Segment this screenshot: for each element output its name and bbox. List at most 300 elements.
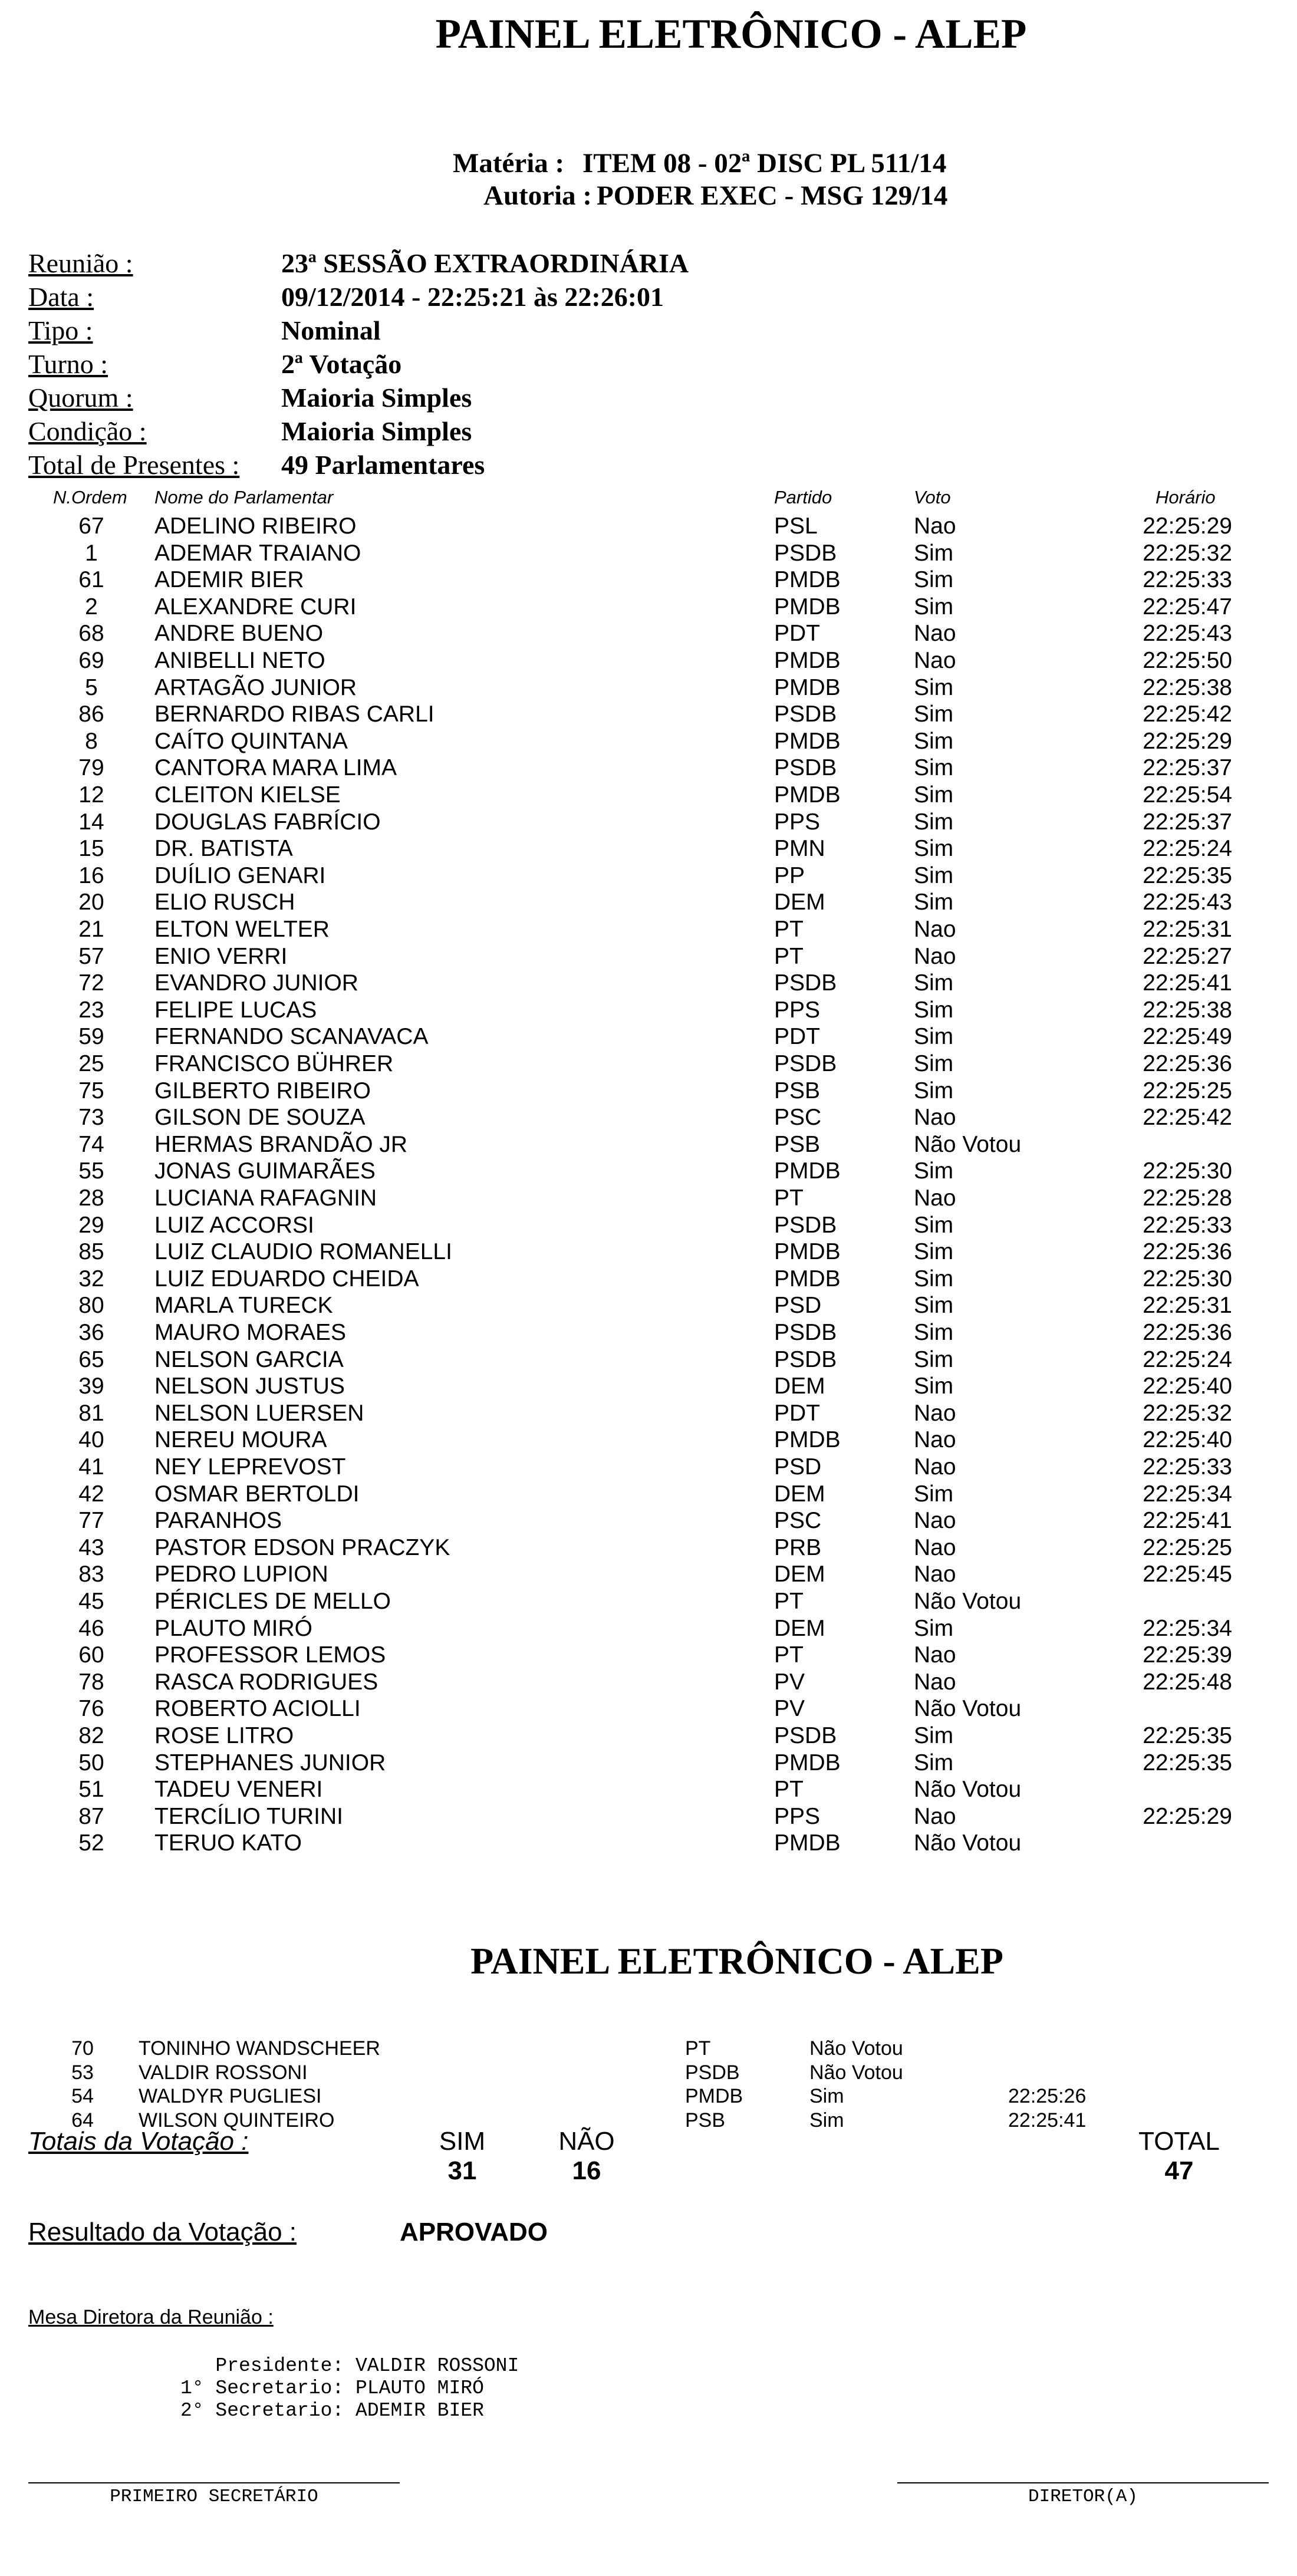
page-title: PAINEL ELETRÔNICO - ALEP	[435, 11, 1027, 57]
cell-horario: 22:25:35	[1143, 1750, 1232, 1775]
table-row	[0, 2085, 1297, 2109]
cell-ordem: 12	[78, 782, 104, 808]
cell-horario: 22:25:24	[1143, 836, 1232, 862]
info-label-data: Data :	[28, 282, 94, 312]
cell-nome: ANDRE BUENO	[154, 621, 324, 647]
cell-ordem: 23	[78, 997, 104, 1023]
cell-nome: LUIZ ACCORSI	[154, 1212, 314, 1238]
cell-ordem: 45	[78, 1589, 104, 1614]
cell-ordem: 2	[85, 594, 98, 620]
info-value-presentes: 49 Parlamentares	[281, 450, 485, 480]
cell-nome: ROSE LITRO	[154, 1723, 294, 1748]
cell-partido: PSDB	[774, 1051, 837, 1076]
cell-ordem: 46	[78, 1615, 104, 1641]
cell-nome: NELSON LUERSEN	[154, 1400, 364, 1426]
cell-partido: PMDB	[774, 648, 841, 673]
cell-ordem: 85	[78, 1239, 104, 1265]
table-row	[0, 648, 1297, 674]
cell-nome: ELTON WELTER	[154, 917, 330, 942]
cell-nome: WALDYR PUGLIESI	[139, 2085, 322, 2107]
cell-voto: Sim	[914, 755, 954, 781]
cell-nome: DUÍLIO GENARI	[154, 862, 326, 888]
cell-nome: TERCÍLIO TURINI	[154, 1803, 343, 1829]
cell-ordem: 8	[85, 728, 98, 754]
table-row	[0, 621, 1297, 647]
table-row	[0, 1373, 1297, 1400]
info-value-tipo: Nominal	[281, 315, 381, 345]
cell-ordem: 54	[71, 2085, 94, 2107]
cell-nome: WILSON QUINTEIRO	[139, 2109, 335, 2132]
result-label: Resultado da Votação :	[28, 2218, 297, 2246]
cell-nome: PÉRICLES DE MELLO	[154, 1589, 391, 1614]
cell-partido: PSDB	[774, 970, 837, 996]
table-row	[0, 944, 1297, 970]
cell-voto: Sim	[914, 1266, 954, 1292]
table-row	[0, 1589, 1297, 1615]
cell-partido: PSD	[774, 1293, 822, 1319]
info-label-turno: Turno :	[28, 349, 108, 379]
info-value-reuniao: 23ª SESSÃO EXTRAORDINÁRIA	[281, 248, 689, 278]
table-row	[0, 1293, 1297, 1319]
table-row	[0, 594, 1297, 621]
table-row	[0, 701, 1297, 728]
cell-partido: PMDB	[774, 1266, 841, 1292]
cell-voto: Não Votou	[914, 1131, 1022, 1157]
cell-partido: DEM	[774, 1562, 825, 1587]
cell-ordem: 52	[78, 1830, 104, 1856]
cell-voto: Nao	[914, 1803, 956, 1829]
cell-voto: Sim	[914, 1481, 954, 1507]
cell-partido: PT	[774, 1642, 804, 1668]
cell-partido: PSC	[774, 1105, 822, 1131]
cell-partido: PSDB	[774, 1212, 837, 1238]
cell-partido: PMDB	[685, 2085, 743, 2107]
table-row	[0, 1185, 1297, 1212]
cell-ordem: 77	[78, 1508, 104, 1534]
cell-horario: 22:25:41	[1143, 1508, 1232, 1534]
cell-voto: Sim	[914, 1320, 954, 1345]
cell-horario: 22:25:31	[1143, 917, 1232, 942]
cell-ordem: 53	[71, 2061, 94, 2084]
cell-partido: PT	[774, 1777, 804, 1803]
cell-nome: ADEMIR BIER	[154, 567, 304, 593]
cell-voto: Sim	[914, 594, 954, 620]
cell-horario: 22:25:36	[1143, 1051, 1232, 1076]
table-row	[0, 1804, 1297, 1830]
cell-ordem: 42	[78, 1481, 104, 1507]
cell-nome: ENIO VERRI	[154, 943, 288, 969]
cell-partido: PV	[774, 1696, 805, 1722]
cell-voto: Nao	[914, 1642, 956, 1668]
cell-nome: RASCA RODRIGUES	[154, 1669, 378, 1695]
cell-horario: 22:25:39	[1143, 1642, 1232, 1668]
column-header-voto: Voto	[914, 487, 951, 508]
cell-voto: Sim	[914, 836, 954, 862]
cell-ordem: 16	[78, 862, 104, 888]
cell-partido: PT	[774, 1185, 804, 1211]
cell-partido: PSDB	[774, 755, 837, 781]
signature-line-left	[28, 2482, 400, 2483]
cell-partido: PT	[774, 943, 804, 969]
cell-partido: PT	[685, 2037, 711, 2060]
cell-nome: PROFESSOR LEMOS	[154, 1642, 386, 1668]
table-row	[0, 1777, 1297, 1803]
cell-voto: Sim	[914, 997, 954, 1023]
cell-voto: Sim	[914, 970, 954, 996]
cell-nome: NEY LEPREVOST	[154, 1454, 346, 1480]
cell-horario: 22:25:37	[1143, 755, 1232, 781]
cell-ordem: 61	[78, 567, 104, 593]
cell-voto: Sim	[914, 1051, 954, 1076]
cell-horario: 22:25:40	[1143, 1427, 1232, 1453]
table-row	[0, 1562, 1297, 1588]
cell-ordem: 41	[78, 1454, 104, 1480]
cell-partido: PMDB	[774, 728, 841, 754]
cell-nome: LUCIANA RAFAGNIN	[154, 1185, 377, 1211]
cell-nome: LUIZ EDUARDO CHEIDA	[154, 1266, 419, 1292]
cell-horario: 22:25:32	[1143, 1400, 1232, 1426]
cell-horario: 22:25:29	[1143, 728, 1232, 754]
cell-horario: 22:25:37	[1143, 809, 1232, 835]
cell-ordem: 32	[78, 1266, 104, 1292]
cell-partido: PMN	[774, 836, 825, 862]
cell-voto: Sim	[914, 1293, 954, 1319]
cell-voto: Sim	[809, 2085, 844, 2107]
cell-partido: DEM	[774, 1481, 825, 1507]
cell-partido: DEM	[774, 1373, 825, 1399]
cell-voto: Sim	[914, 1212, 954, 1238]
cell-voto: Não Votou	[809, 2061, 903, 2084]
cell-nome: CAÍTO QUINTANA	[154, 728, 348, 754]
totals-label: Totais da Votação :	[28, 2127, 249, 2156]
signature-line-right	[897, 2482, 1269, 2483]
table-row	[0, 1266, 1297, 1293]
table-row	[0, 2037, 1297, 2061]
cell-horario: 22:25:34	[1143, 1481, 1232, 1507]
table-row	[0, 1696, 1297, 1722]
cell-voto: Nao	[914, 1669, 956, 1695]
table-row	[0, 675, 1297, 701]
cell-nome: DOUGLAS FABRÍCIO	[154, 809, 381, 835]
table-row	[0, 1750, 1297, 1777]
cell-nome: JONAS GUIMARÃES	[154, 1158, 376, 1184]
table-row	[0, 1132, 1297, 1158]
cell-voto: Nao	[914, 1400, 956, 1426]
cell-partido: PSDB	[774, 1320, 837, 1345]
cell-nome: TERUO KATO	[154, 1830, 302, 1856]
cell-ordem: 50	[78, 1750, 104, 1775]
cell-partido: PMDB	[774, 1427, 841, 1453]
table-row	[0, 1401, 1297, 1427]
cell-voto: Nao	[914, 621, 956, 647]
cell-partido: PMDB	[774, 1158, 841, 1184]
cell-voto: Sim	[914, 1723, 954, 1748]
cell-nome: GILBERTO RIBEIRO	[154, 1078, 371, 1103]
cell-ordem: 21	[78, 917, 104, 942]
cell-horario: 22:25:31	[1143, 1293, 1232, 1319]
totals-sim-label: SIM	[439, 2127, 486, 2156]
cell-ordem: 29	[78, 1212, 104, 1238]
cell-voto: Sim	[914, 540, 954, 566]
cell-horario: 22:25:38	[1143, 997, 1232, 1023]
cell-partido: PT	[774, 917, 804, 942]
table-row	[0, 1320, 1297, 1346]
cell-partido: PMDB	[774, 1239, 841, 1265]
table-row	[0, 1723, 1297, 1750]
autoria-label: Autoria :	[483, 180, 592, 211]
cell-horario: 22:25:47	[1143, 594, 1232, 620]
cell-nome: NELSON JUSTUS	[154, 1373, 345, 1399]
cell-partido: PRB	[774, 1534, 822, 1560]
cell-horario: 22:25:32	[1143, 540, 1232, 566]
cell-partido: PDT	[774, 1024, 820, 1050]
cell-nome: LUIZ CLAUDIO ROMANELLI	[154, 1239, 452, 1265]
autoria-value: PODER EXEC - MSG 129/14	[597, 180, 948, 211]
cell-ordem: 74	[78, 1131, 104, 1157]
cell-horario: 22:25:41	[1143, 970, 1232, 996]
cell-horario: 22:25:28	[1143, 1185, 1232, 1211]
cell-nome: ADEMAR TRAIANO	[154, 540, 361, 566]
cell-partido: PMDB	[774, 567, 841, 593]
cell-horario: 22:25:30	[1143, 1266, 1232, 1292]
cell-horario: 22:25:24	[1143, 1346, 1232, 1372]
cell-ordem: 36	[78, 1320, 104, 1345]
cell-nome: ANIBELLI NETO	[154, 648, 325, 673]
table-row	[0, 1669, 1297, 1696]
cell-ordem: 76	[78, 1696, 104, 1722]
cell-voto: Não Votou	[914, 1777, 1022, 1803]
table-row	[0, 1024, 1297, 1050]
info-label-presentes: Total de Presentes :	[28, 450, 240, 480]
cell-ordem: 80	[78, 1293, 104, 1319]
cell-horario: 22:25:33	[1143, 1212, 1232, 1238]
cell-voto: Sim	[914, 701, 954, 727]
cell-voto: Sim	[914, 674, 954, 700]
mesa-primeiro-secretario: 1° Secretario: PLAUTO MIRÓ	[180, 2377, 484, 2399]
cell-partido: PSB	[685, 2109, 726, 2132]
table-row	[0, 1239, 1297, 1266]
table-row	[0, 755, 1297, 782]
table-row	[0, 1427, 1297, 1454]
cell-ordem: 79	[78, 755, 104, 781]
cell-ordem: 14	[78, 809, 104, 835]
cell-ordem: 1	[85, 540, 98, 566]
cell-horario: 22:25:36	[1143, 1239, 1232, 1265]
cell-horario: 22:25:30	[1143, 1158, 1232, 1184]
cell-ordem: 28	[78, 1185, 104, 1211]
totals-total-label: TOTAL	[1138, 2127, 1220, 2156]
table-row	[0, 863, 1297, 890]
cell-voto: Sim	[914, 809, 954, 835]
info-value-condicao: Maioria Simples	[281, 416, 472, 446]
cell-voto: Nao	[914, 1508, 956, 1534]
cell-voto: Nao	[914, 1105, 956, 1131]
table-row	[0, 809, 1297, 836]
cell-voto: Sim	[914, 1239, 954, 1265]
table-row	[0, 1158, 1297, 1185]
cell-horario: 22:25:35	[1143, 862, 1232, 888]
cell-horario: 22:25:50	[1143, 648, 1232, 673]
cell-nome: TONINHO WANDSCHEER	[139, 2037, 380, 2060]
cell-partido: PT	[774, 1589, 804, 1614]
cell-nome: PARANHOS	[154, 1508, 282, 1534]
cell-nome: MAURO MORAES	[154, 1320, 347, 1345]
cell-ordem: 87	[78, 1803, 104, 1829]
table-row	[0, 917, 1297, 943]
cell-nome: EVANDRO JUNIOR	[154, 970, 358, 996]
table-row	[0, 567, 1297, 594]
cell-partido: PSDB	[774, 701, 837, 727]
cell-voto: Sim	[914, 728, 954, 754]
cell-ordem: 65	[78, 1346, 104, 1372]
cell-nome: CLEITON KIELSE	[154, 782, 341, 808]
cell-voto: Sim	[914, 1078, 954, 1103]
cell-ordem: 51	[78, 1777, 104, 1803]
table-row	[0, 1213, 1297, 1239]
table-row	[0, 1078, 1297, 1105]
cell-voto: Nao	[914, 917, 956, 942]
table-row	[0, 1481, 1297, 1508]
cell-voto: Sim	[914, 1024, 954, 1050]
cell-ordem: 25	[78, 1051, 104, 1076]
cell-voto: Nao	[914, 1562, 956, 1587]
table-row	[0, 970, 1297, 997]
cell-horario: 22:25:25	[1143, 1078, 1232, 1103]
totals-sim-value: 31	[447, 2156, 477, 2185]
cell-horario: 22:25:27	[1143, 943, 1232, 969]
mesa-presidente: Presidente: VALDIR ROSSONI	[180, 2355, 519, 2377]
mesa-label: Mesa Diretora da Reunião :	[28, 2306, 274, 2328]
cell-horario: 22:25:45	[1143, 1562, 1232, 1587]
cell-voto: Nao	[914, 1427, 956, 1453]
info-label-condicao: Condição :	[28, 416, 147, 446]
cell-ordem: 75	[78, 1078, 104, 1103]
table-row	[0, 729, 1297, 755]
cell-voto: Nao	[914, 513, 956, 539]
mesa-segundo-secretario: 2° Secretario: ADEMIR BIER	[180, 2400, 484, 2422]
cell-voto: Sim	[914, 862, 954, 888]
column-header-horario: Horário	[1156, 487, 1216, 508]
cell-ordem: 83	[78, 1562, 104, 1587]
cell-nome: TADEU VENERI	[154, 1777, 323, 1803]
cell-ordem: 20	[78, 890, 104, 915]
signature-label-right: DIRETOR(A)	[1028, 2486, 1138, 2507]
cell-partido: PDT	[774, 1400, 820, 1426]
cell-ordem: 39	[78, 1373, 104, 1399]
cell-ordem: 81	[78, 1400, 104, 1426]
cell-ordem: 72	[78, 970, 104, 996]
cell-partido: PMDB	[774, 594, 841, 620]
cell-horario: 22:25:42	[1143, 1105, 1232, 1131]
page-title-2: PAINEL ELETRÔNICO - ALEP	[470, 1940, 1003, 1982]
cell-nome: NELSON GARCIA	[154, 1346, 344, 1372]
cell-partido: PSC	[774, 1508, 822, 1534]
cell-partido: PSDB	[774, 540, 837, 566]
table-row	[0, 1642, 1297, 1669]
cell-partido: PMDB	[774, 674, 841, 700]
cell-nome: FELIPE LUCAS	[154, 997, 317, 1023]
totals-nao-value: 16	[572, 2156, 601, 2185]
table-row	[0, 1051, 1297, 1078]
table-row	[0, 2061, 1297, 2085]
cell-voto: Nao	[914, 1185, 956, 1211]
cell-voto: Sim	[914, 1373, 954, 1399]
cell-ordem: 73	[78, 1105, 104, 1131]
cell-partido: PMDB	[774, 1830, 841, 1856]
info-value-data: 09/12/2014 - 22:25:21 às 22:26:01	[281, 282, 664, 312]
info-label-reuniao: Reunião :	[28, 248, 133, 278]
cell-nome: FERNANDO SCANAVACA	[154, 1024, 429, 1050]
cell-voto: Nao	[914, 1454, 956, 1480]
cell-ordem: 82	[78, 1723, 104, 1748]
table-row	[0, 836, 1297, 862]
cell-partido: PSDB	[774, 1346, 837, 1372]
cell-nome: FRANCISCO BÜHRER	[154, 1051, 394, 1076]
cell-voto: Nao	[914, 943, 956, 969]
cell-horario: 22:25:35	[1143, 1723, 1232, 1748]
cell-nome: HERMAS BRANDÃO JR	[154, 1131, 408, 1157]
cell-partido: PV	[774, 1669, 805, 1695]
cell-nome: ADELINO RIBEIRO	[154, 513, 357, 539]
cell-ordem: 40	[78, 1427, 104, 1453]
cell-voto: Sim	[914, 1615, 954, 1641]
cell-voto: Sim	[914, 1346, 954, 1372]
cell-nome: MARLA TURECK	[154, 1293, 333, 1319]
cell-voto: Sim	[914, 1158, 954, 1184]
cell-nome: ELIO RUSCH	[154, 890, 295, 915]
cell-voto: Sim	[914, 782, 954, 808]
cell-nome: OSMAR BERTOLDI	[154, 1481, 360, 1507]
cell-partido: PPS	[774, 809, 821, 835]
materia-label: Matéria :	[453, 148, 565, 179]
cell-partido: PMDB	[774, 782, 841, 808]
cell-nome: CANTORA MARA LIMA	[154, 755, 397, 781]
cell-ordem: 67	[78, 513, 104, 539]
cell-nome: NEREU MOURA	[154, 1427, 327, 1453]
cell-partido: PPS	[774, 997, 821, 1023]
cell-partido: DEM	[774, 890, 825, 915]
table-row	[0, 1535, 1297, 1562]
table-row	[0, 1105, 1297, 1131]
cell-nome: PASTOR EDSON PRACZYK	[154, 1534, 450, 1560]
cell-ordem: 43	[78, 1534, 104, 1560]
cell-partido: PDT	[774, 621, 820, 647]
cell-partido: PSB	[774, 1131, 821, 1157]
cell-ordem: 78	[78, 1669, 104, 1695]
cell-ordem: 59	[78, 1024, 104, 1050]
cell-horario: 22:25:34	[1143, 1615, 1232, 1641]
cell-voto: Não Votou	[809, 2037, 903, 2060]
cell-horario: 22:25:33	[1143, 567, 1232, 593]
cell-partido: PPS	[774, 1803, 821, 1829]
materia-value: ITEM 08 - 02ª DISC PL 511/14	[582, 148, 947, 179]
table-row	[0, 1616, 1297, 1642]
column-header-nome: Nome do Parlamentar	[154, 487, 334, 508]
cell-horario: 22:25:54	[1143, 782, 1232, 808]
cell-ordem: 64	[71, 2109, 94, 2132]
column-header-ordem: N.Ordem	[53, 487, 127, 508]
cell-horario: 22:25:26	[1008, 2085, 1087, 2107]
cell-ordem: 70	[71, 2037, 94, 2060]
cell-horario: 22:25:48	[1143, 1669, 1232, 1695]
cell-voto: Sim	[914, 890, 954, 915]
cell-nome: ROBERTO ACIOLLI	[154, 1696, 361, 1722]
table-row	[0, 997, 1297, 1024]
cell-nome: VALDIR ROSSONI	[139, 2061, 308, 2084]
info-value-quorum: Maioria Simples	[281, 383, 472, 413]
table-row	[0, 513, 1297, 540]
cell-ordem: 15	[78, 836, 104, 862]
